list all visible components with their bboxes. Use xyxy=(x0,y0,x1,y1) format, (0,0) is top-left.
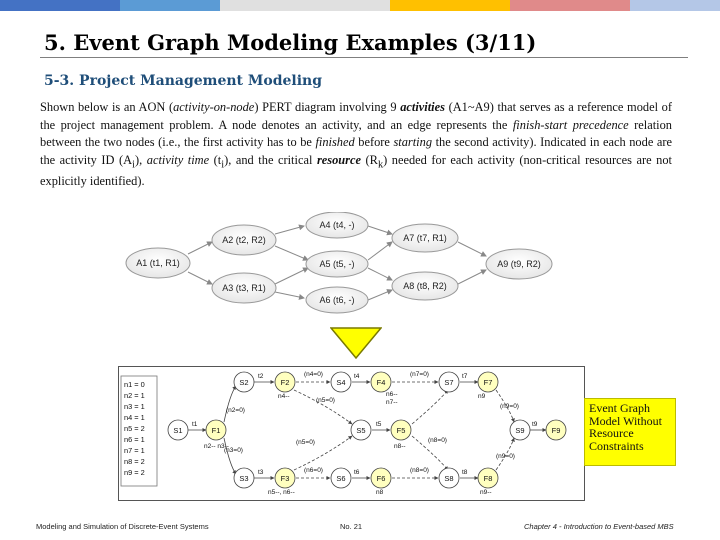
text-run: starting xyxy=(393,135,433,149)
node-f9-label: F9 xyxy=(551,426,561,435)
label-n7-zero: (n7=0) xyxy=(410,371,429,378)
label-t3: t3 xyxy=(258,469,264,476)
node-s5-label: S5 xyxy=(356,426,366,435)
edge-a1-a3 xyxy=(188,272,212,284)
text-run: (A1~A9) that serves as a reference model of the project management problem. A node denotes an activity, and an edge represents the xyxy=(40,100,672,132)
label-n4-zero: (n4=0) xyxy=(304,371,323,378)
top-bar-segment xyxy=(390,0,510,11)
top-bar-segment xyxy=(220,0,390,11)
node-s3-label: S3 xyxy=(239,474,249,483)
node-a9-label: A9 (t9, R2) xyxy=(497,259,541,269)
node-s2-label: S2 xyxy=(239,378,249,387)
label-n8-bottom: n8 xyxy=(376,489,384,496)
node-a4-label: A4 (t4, -) xyxy=(319,220,355,230)
label-n2-zero: (n2=0) xyxy=(226,407,245,414)
text-run: ), xyxy=(134,152,147,167)
aon-pert-diagram xyxy=(120,212,580,316)
node-f8-label: F8 xyxy=(483,474,493,483)
label-n9-zero: (n9=0) xyxy=(500,403,519,410)
label-n8-dec: n8-- xyxy=(394,443,406,450)
down-arrow-icon xyxy=(330,327,382,359)
text-run: (R xyxy=(361,152,378,167)
text-run: relation between the two nodes (i.e., the first activity has to be xyxy=(40,117,672,149)
node-f1-label: F1 xyxy=(211,426,221,435)
label-t1: t1 xyxy=(192,421,198,428)
node-f6-label: F6 xyxy=(376,474,386,483)
node-a8-label: A8 (t8, R2) xyxy=(403,281,447,291)
text-run: Shown below is an AON ( xyxy=(40,100,174,114)
text-run: finished xyxy=(315,135,355,149)
text-run: ) PERT diagram involving 9 xyxy=(254,100,401,114)
node-s8-label: S8 xyxy=(444,474,454,483)
edge-a2-a5 xyxy=(275,246,308,260)
counter-n3: n3 = 1 xyxy=(124,402,145,411)
label-n9-zero-2: (n9=0) xyxy=(496,453,515,460)
edge-a3-a6 xyxy=(275,292,304,298)
node-s4-label: S4 xyxy=(336,378,346,387)
label-n3-zero: (n3=0) xyxy=(224,447,243,454)
text-run: ) needed for each activity (non-critical resources are not explicitly identified). xyxy=(40,152,672,189)
label-t6: t6 xyxy=(354,469,360,476)
node-a7-label: A7 (t7, R1) xyxy=(403,233,447,243)
counter-n7: n7 = 1 xyxy=(124,446,145,455)
label-t5: t5 xyxy=(376,421,382,428)
top-bar-segment xyxy=(0,0,120,11)
label-n7-dec: n7-- xyxy=(386,399,398,406)
top-bar-segment xyxy=(630,0,720,11)
node-s9-label: S9 xyxy=(515,426,525,435)
label-t9: t9 xyxy=(532,421,538,428)
section-subtitle: 5-3. Project Management Modeling xyxy=(44,73,323,89)
label-n6-zero: (n6=0) xyxy=(304,467,323,474)
node-f7-label: F7 xyxy=(483,378,493,387)
text-run: finish-start precedence xyxy=(512,117,629,132)
counter-n5: n5 = 2 xyxy=(124,424,145,433)
event-graph-diagram xyxy=(118,366,588,501)
text-run: activity time xyxy=(146,152,210,167)
text-run: the second activity). Indicated in each node are the activity ID (A xyxy=(40,135,672,167)
label-t4: t4 xyxy=(354,373,360,380)
edge-a5-a7 xyxy=(368,242,392,260)
counter-n4: n4 = 1 xyxy=(124,413,145,422)
node-a2-label: A2 (t2, R2) xyxy=(222,235,266,245)
label-n8-zero: (n8=0) xyxy=(428,437,447,444)
label-t8: t8 xyxy=(462,469,468,476)
counter-n6: n6 = 1 xyxy=(124,435,145,444)
text-run: ), and the critical xyxy=(224,152,317,167)
description-paragraph xyxy=(40,99,672,191)
edge-a6-a8 xyxy=(368,290,392,300)
text-run: resource xyxy=(316,152,361,167)
text-run: activity-on-node xyxy=(173,100,255,114)
node-f5-label: F5 xyxy=(396,426,406,435)
node-f4-label: F4 xyxy=(376,378,386,387)
footer-chapter: Chapter 4 - Introduction to Event-based MBS xyxy=(524,522,674,531)
label-t2: t2 xyxy=(258,373,264,380)
edge-a4-a7 xyxy=(368,226,392,234)
label-n9-bottom: n9-- xyxy=(480,489,492,496)
edge-a3-a5 xyxy=(275,268,308,284)
counter-n8: n8 = 2 xyxy=(124,457,145,466)
slide-title: 5. Event Graph Modeling Examples (3/11) xyxy=(44,30,537,55)
label-n2-n3: n2-- n3-- xyxy=(204,443,229,450)
node-f2-label: F2 xyxy=(280,378,290,387)
edge-a5-a8 xyxy=(368,268,392,280)
label-n5-zero: (n5=0) xyxy=(316,397,335,404)
text-run: before xyxy=(354,135,394,149)
edge-a7-a9 xyxy=(458,242,486,256)
node-a6-label: A6 (t6, -) xyxy=(319,295,355,305)
text-run: i xyxy=(132,158,135,170)
event-graph-legend: Event Graph Model Without Resource Constraints xyxy=(584,398,676,466)
label-n6-dec: n6-- xyxy=(386,391,398,398)
top-color-bar xyxy=(0,0,720,11)
node-f3-label: F3 xyxy=(280,474,290,483)
edge-a8-a9 xyxy=(458,270,486,284)
text-run: i xyxy=(221,158,225,170)
counter-n9: n9 = 2 xyxy=(124,468,145,477)
node-a1-label: A1 (t1, R1) xyxy=(136,258,180,268)
counter-n2: n2 = 1 xyxy=(124,391,145,400)
text-run: k xyxy=(377,158,384,170)
text-run: (t xyxy=(209,152,222,167)
counter-n1: n1 = 0 xyxy=(124,380,145,389)
label-n5-zero-2: (n5=0) xyxy=(296,439,315,446)
edge-a1-a2 xyxy=(188,242,212,254)
title-divider xyxy=(40,57,688,58)
node-s6-label: S6 xyxy=(336,474,346,483)
label-t7: t7 xyxy=(462,373,468,380)
text-run: activities xyxy=(400,100,445,114)
label-n5-n6: n5--, n6-- xyxy=(268,489,295,496)
node-a5-label: A5 (t5, -) xyxy=(319,259,355,269)
footer-page-number: No. 21 xyxy=(340,522,363,531)
node-a3-label: A3 (t3, R1) xyxy=(222,283,266,293)
label-n4-dec: n4-- xyxy=(278,393,290,400)
top-bar-segment xyxy=(510,0,630,11)
label-n8-zero-2: (n8=0) xyxy=(410,467,429,474)
edge-a2-a4 xyxy=(275,226,304,234)
node-s7-label: S7 xyxy=(444,378,454,387)
label-n9: n9 xyxy=(478,393,486,400)
top-bar-segment xyxy=(120,0,220,11)
footer-course: Modeling and Simulation of Discrete-Event Systems xyxy=(36,522,209,531)
node-s1-label: S1 xyxy=(173,426,183,435)
